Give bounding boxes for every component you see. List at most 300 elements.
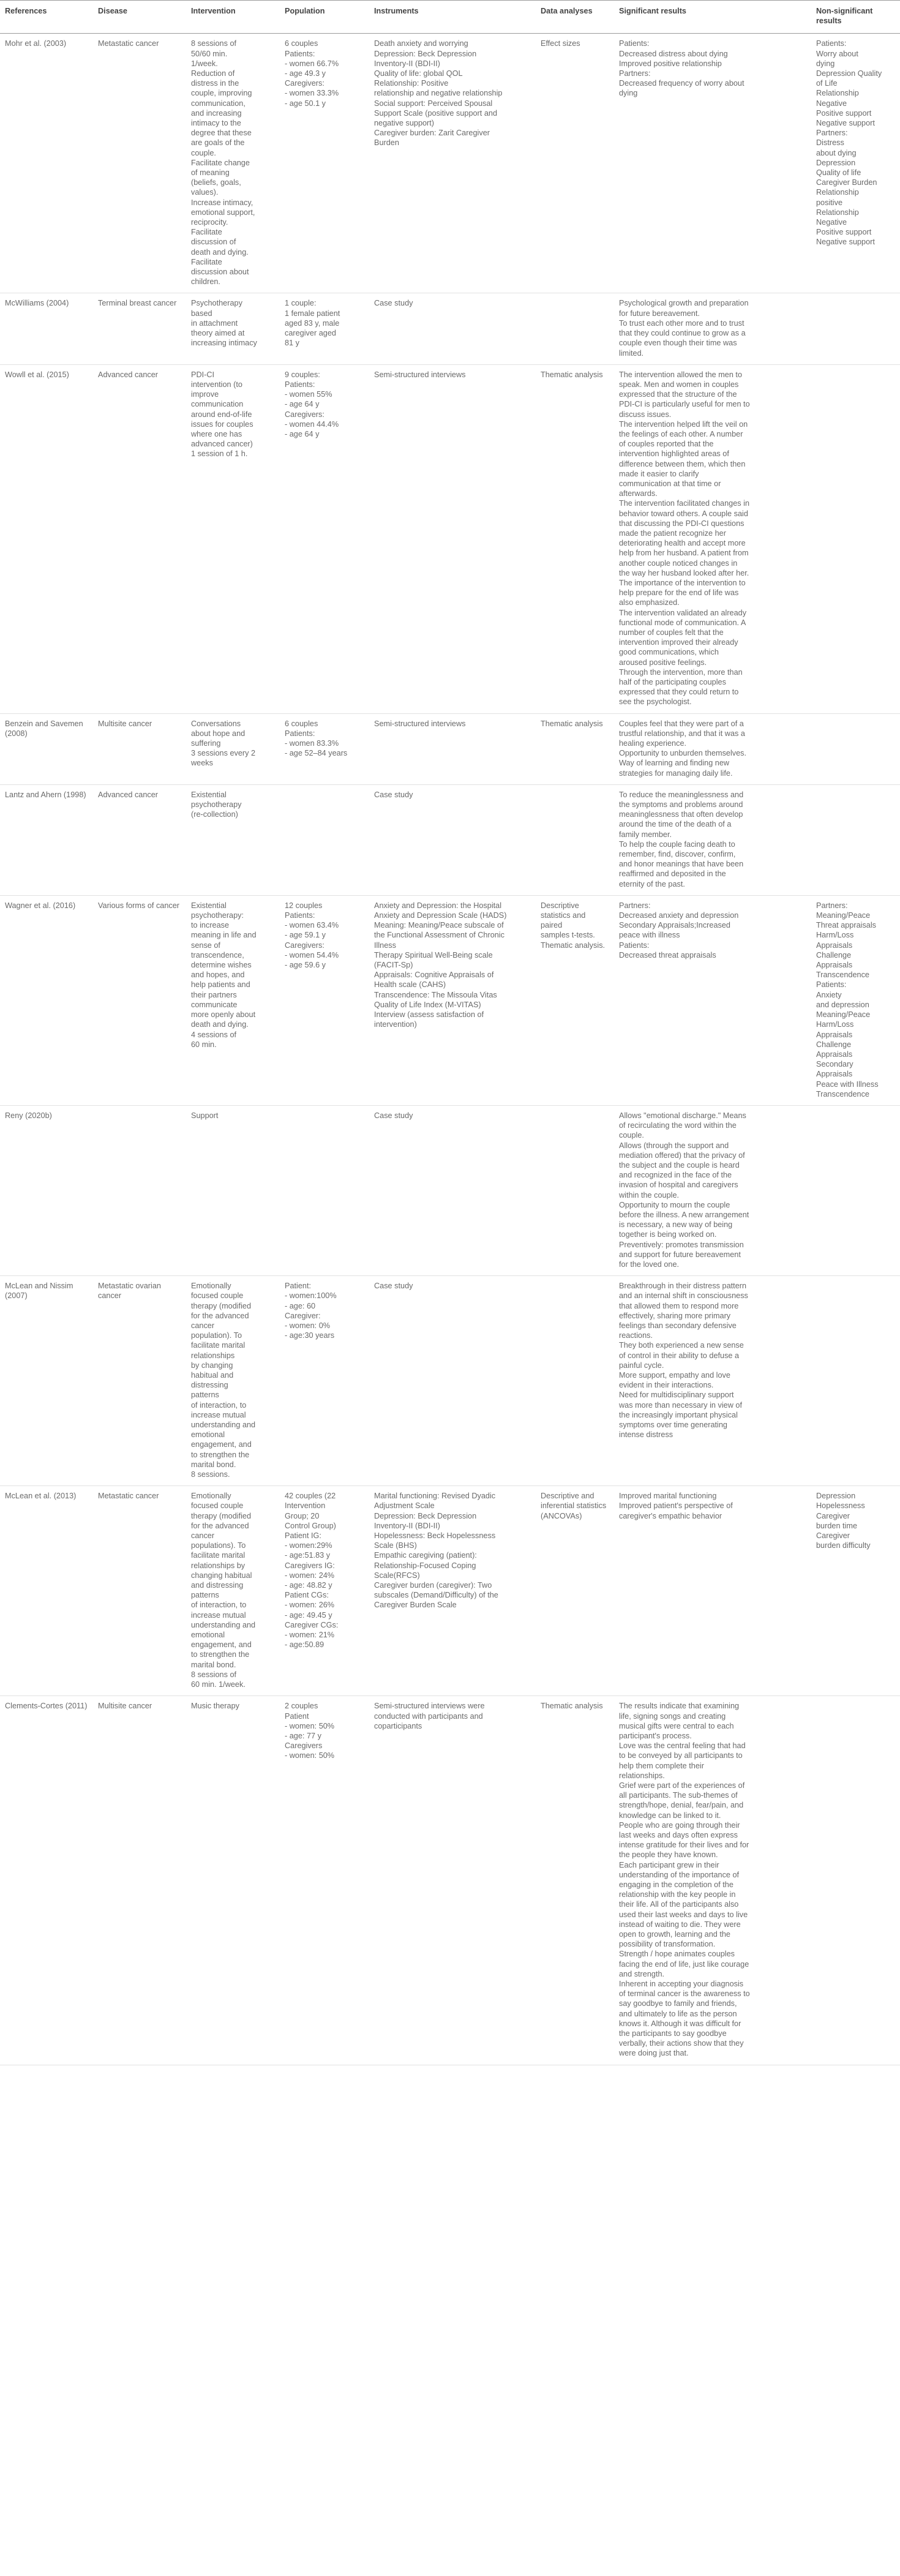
cell-line: therapy (modified [191,1301,252,1310]
cell-line: engagement, and [191,1640,252,1650]
cell-line: PDI-CI is particularly useful for men to [619,400,750,409]
cell-line: Grief were part of the experiences of [619,1781,745,1790]
cell-line: Relationship: Positive [374,79,449,88]
cell-line: to be conveyed by all participants to [619,1751,743,1760]
header-row [0,1,900,34]
cell-line: and increasing [191,108,242,118]
cell-line: Relationship [816,188,859,197]
cell-line: - women 55% [285,390,332,399]
header-intervention: Intervention [186,1,280,34]
cell-line: Adjustment Scale [374,1501,435,1511]
cell-line: samples t-tests. [541,931,595,940]
cell-line: expressed that the structure of the [619,390,737,399]
cell-line: Patient IG: [285,1531,321,1541]
cell-line: help from her husband. A patient from [619,549,749,558]
cell-line: intense gratitude for their lives and for [619,1841,749,1850]
cell-line: of interaction, to [191,1400,247,1410]
cell-line: Caregiver Burden Scale [374,1601,457,1610]
cell-intervention [186,34,280,293]
cell-line: understanding of the importance of [619,1870,740,1879]
cell-line: communication at that time or [619,479,721,488]
cell-line: Control Group) [285,1521,336,1530]
cell-line: verbally, their actions show that they [619,2039,744,2048]
cell-line: Existential [191,901,227,910]
cell-line: engaging in the completion of the [619,1880,733,1889]
cell-data-analyses [536,1105,614,1275]
cell-population [280,34,369,293]
cell-significant-results [614,1276,811,1486]
cell-line: Negative [816,218,847,227]
cell-line: peace with illness [619,931,680,940]
cell-disease: Multisite cancer [93,713,186,784]
cell-line: The results indicate that examining [619,1702,740,1711]
cell-line: Thematic analysis [541,719,603,728]
cell-line: the increasingly important physical [619,1410,738,1419]
cell-line: Case study [374,299,413,308]
table-row [0,895,900,1105]
cell-line: functional mode of communication. A [619,618,746,627]
cell-instruments [369,895,536,1105]
cell-line: discuss issues. [619,410,672,419]
cell-line: - age 52–84 years [285,749,348,758]
cell-line: Descriptive [541,901,579,910]
cell-line: Emotionally [191,1492,231,1501]
cell-non-significant-results [811,784,900,895]
cell-line: around the time of the death of a [619,820,732,829]
cell-line: burden time [816,1521,857,1530]
cell-line: transcendence, [191,950,244,959]
cell-line: psychotherapy: [191,911,244,920]
cell-line: 60 min. 1/week. [191,1680,246,1689]
cell-intervention [186,1105,280,1275]
cell-line: facilitate marital [191,1551,246,1560]
header-references: References [0,1,93,34]
cell-line: for the advanced [191,1311,249,1320]
cell-line: say goodbye to family and friends, [619,1999,737,2008]
cell-instruments [369,1276,536,1486]
cell-intervention [186,895,280,1105]
cell-line: communicate [191,1000,238,1009]
cell-line: Way of learning and finding new [619,759,730,768]
cell-line: distressing [191,1381,228,1390]
table-row [0,1276,900,1486]
cell-line: conducted with participants and [374,1711,483,1721]
cell-population [280,1486,369,1696]
cell-line: Decreased distress about dying [619,49,728,58]
cell-line: based [191,309,212,318]
cell-line: help prepare for the end of life was [619,588,739,598]
cell-line: Semi-structured interviews were [374,1702,485,1711]
cell-line: Inventory-II (BDI-II) [374,1521,440,1530]
cell-line: facing the end of life, just like courage [619,1959,749,1969]
cell-population [280,713,369,784]
cell-line: behavior toward others. A couple said [619,509,748,518]
cell-line: values). [191,188,219,197]
cell-line: Strength / hope animates couples [619,1950,735,1959]
cell-line: Case study [374,1111,413,1120]
cell-line: Threat appraisals [816,921,877,930]
cell-line: couple. [619,1131,644,1140]
cell-reference: Benzein and Savemen (2008) [0,713,93,784]
cell-line: reciprocity. [191,218,228,227]
cell-line: the Functional Assessment of Chronic [374,931,504,940]
cell-line: Partners: [816,901,848,910]
cell-line: increasing intimacy [191,339,257,348]
cell-line: healing experience. [619,739,687,748]
cell-line: children. [191,277,220,287]
cell-line: Patients: [816,39,847,48]
cell-line: Relationship-Focused Coping [374,1561,476,1570]
cell-disease: Multisite cancer [93,1696,186,2065]
cell-line: determine wishes [191,961,252,970]
cell-line: Meaning/Peace [816,911,871,920]
cell-line: negative support) [374,119,435,128]
cell-line: their partners [191,990,237,999]
cell-line: Scale (BHS) [374,1541,417,1550]
cell-line: Patients: [619,941,650,950]
cell-line: Hopelessness [816,1501,865,1511]
cell-line: emotional [191,1631,225,1640]
cell-line: Partners: [619,69,651,78]
cell-line: Death anxiety and worrying [374,39,468,48]
cell-line: burden difficulty [816,1541,871,1550]
cell-line: coparticipants [374,1721,422,1730]
cell-significant-results [614,713,811,784]
cell-data-analyses [536,34,614,293]
cell-line: Anxiety and Depression: the Hospital [374,901,502,910]
cell-data-analyses [536,293,614,364]
cell-line: made the patient recognize her [619,528,726,538]
cell-data-analyses [536,1696,614,2065]
cell-line: aroused positive feelings. [619,658,707,667]
cell-line: musical gifts were central to each [619,1721,734,1730]
cell-line: knowledge can be linked to it. [619,1811,721,1820]
cell-line: the participants to say goodbye [619,2029,727,2038]
cell-line: Conversations [191,719,241,728]
cell-line: for future bereavement. [619,309,700,318]
cell-line: Challenge [816,1040,852,1049]
cell-line: intense distress [619,1430,673,1440]
cell-line: Semi-structured interviews [374,719,466,728]
cell-line: Relationship [816,208,859,217]
cell-line: deteriorating health and accept more [619,539,746,548]
cell-line: feelings than secondary defensive [619,1321,737,1330]
cell-line: - women: 26% [285,1601,335,1610]
cell-reference: Reny (2020b) [0,1105,93,1275]
cell-reference: Wagner et al. (2016) [0,895,93,1105]
cell-line: 6 couples [285,39,318,48]
cell-line: Empathic caregiving (patient): [374,1551,477,1560]
cell-line: increase mutual [191,1410,246,1419]
cell-line: Facilitate change [191,158,250,167]
cell-line: Anxiety and Depression Scale (HADS) [374,911,507,920]
cell-line: communication, [191,99,246,108]
cell-line: open to growth, learning and the [619,1929,730,1939]
cell-line: To reduce the meaninglessness and [619,790,744,799]
cell-disease: Metastatic ovarian cancer [93,1276,186,1486]
cell-non-significant-results [811,1276,900,1486]
cell-line: Facilitate [191,257,222,266]
cell-line: Patients: [816,980,847,989]
cell-line: of control in their ability to defuse a [619,1351,740,1360]
cell-data-analyses [536,895,614,1105]
cell-line: number of couples felt that the [619,628,724,637]
header-non-significant-results: Non-significant results [811,1,900,34]
cell-line: - age 64 y [285,429,320,438]
cell-line: To trust each other more and to trust [619,318,744,328]
cell-line: Patients: [619,39,650,48]
cell-non-significant-results [811,293,900,364]
cell-intervention [186,713,280,784]
cell-disease: Advanced cancer [93,784,186,895]
cell-line: family member. [619,830,672,839]
cell-intervention [186,784,280,895]
cell-line: - women: 50% [285,1721,335,1730]
cell-line: aged 83 y, male [285,318,340,328]
cell-line: of couples reported that the [619,440,714,449]
cell-line: relationships. [619,1771,665,1780]
cell-line: Thematic analysis. [541,941,606,950]
cell-non-significant-results [811,1486,900,1696]
cell-line: Psychotherapy [191,299,242,308]
cell-line: reactions. [619,1331,653,1340]
cell-line: Depression Quality [816,69,882,78]
cell-line: Partners: [619,901,651,910]
cell-non-significant-results [811,364,900,713]
cell-line: They both experienced a new sense [619,1341,744,1350]
cell-line: Support Scale (positive support and [374,108,498,118]
cell-line: Appraisals [816,1070,853,1079]
cell-line: psychotherapy [191,800,242,809]
cell-line: Peace with Illness [816,1080,879,1089]
cell-line: 1 session of 1 h. [191,449,248,459]
cell-line: 4 sessions of [191,1030,237,1039]
cell-line: the symptoms and problems around [619,800,743,809]
cell-line: Facilitate [191,228,222,237]
cell-line: life, signing songs and creating [619,1711,726,1721]
cell-line: eternity of the past. [619,879,685,888]
cell-line: 1 female patient [285,309,340,318]
cell-line: couple. [191,148,216,157]
cell-line: 42 couples (22 [285,1492,336,1501]
cell-line: strength/hope, denial, fear/pain, and [619,1801,744,1810]
cell-line: intervention highlighted areas of [619,449,729,459]
cell-line: and honor meanings that have been [619,860,744,869]
cell-line: discussion of [191,238,236,247]
cell-line: intervention) [374,1020,417,1029]
cell-line: that they could continue to grow as a [619,329,746,338]
cell-line: 1/week. [191,59,218,68]
cell-line: together is being worked on. [619,1230,717,1239]
cell-disease: Advanced cancer [93,364,186,713]
header-instruments: Instruments [369,1,536,34]
cell-line: - age 59.6 y [285,961,326,970]
cell-line: 8 sessions of [191,1670,237,1679]
table-row [0,364,900,713]
cell-line: Improved patient's perspective of [619,1501,733,1511]
cell-line: 9 couples: [285,370,320,379]
cell-line: Appraisals: Cognitive Appraisals of [374,971,494,980]
cell-line: - age 64 y [285,400,320,409]
table-body [0,34,900,2065]
cell-line: Appraisals [816,941,853,950]
cell-line: effectively, sharing more primary [619,1311,731,1320]
header-population: Population [280,1,369,34]
cell-line: relationship with the key people in [619,1890,736,1899]
cell-line: Improved positive relationship [619,59,722,68]
cell-line: Intervention [285,1501,326,1511]
cell-line: Negative support [816,238,875,247]
cell-data-analyses [536,784,614,895]
cell-line: about dying [816,148,857,157]
cell-reference: Lantz and Ahern (1998) [0,784,93,895]
cell-line: made it easier to clarify [619,469,699,478]
cell-line: - age:51.83 y [285,1551,331,1560]
cell-line: more openly about [191,1010,256,1020]
cell-line: Anxiety [816,990,842,999]
table-row [0,34,900,293]
cell-line: Music therapy [191,1702,239,1711]
table-row [0,293,900,364]
cell-instruments [369,1486,536,1696]
cell-line: Patient: [285,1282,312,1291]
cell-line: of interaction, to [191,1601,247,1610]
cell-line: Allows "emotional discharge." Means [619,1111,746,1120]
cell-line: Decreased threat appraisals [619,950,716,959]
cell-line: population). To [191,1331,242,1340]
cell-line: increase mutual [191,1610,246,1620]
cell-instruments [369,784,536,895]
cell-significant-results [614,784,811,895]
cell-intervention [186,364,280,713]
cell-line: engagement, and [191,1440,252,1449]
cell-line: Quality of Life Index (M-VITAS) [374,1000,481,1009]
cell-line: difference between them, which then [619,459,746,468]
cell-line: PDI-CI [191,370,215,379]
cell-line: The intervention facilitated changes in [619,499,749,508]
cell-line: Illness [374,941,396,950]
cell-reference: McLean and Nissim (2007) [0,1276,93,1486]
cell-line: 81 y [285,339,299,348]
cell-line: - women 83.3% [285,739,339,748]
cell-line: patterns [191,1391,219,1400]
cell-line: Meaning/Peace [816,1010,871,1020]
cell-line: Quality of life [816,168,861,178]
cell-line: to increase [191,921,230,930]
cell-significant-results [614,34,811,293]
cell-line: Semi-structured interviews [374,370,466,379]
cell-line: Caregiver Burden [816,178,877,187]
cell-line: Negative [816,99,847,108]
cell-line: Challenge [816,950,852,959]
cell-line: 60 min. [191,1040,217,1049]
cell-line: understanding and [191,1421,256,1430]
cell-line: was more than necessary in view of [619,1400,742,1410]
cell-intervention [186,293,280,364]
cell-line: - age:30 years [285,1331,335,1340]
header-significant-results: Significant results [614,1,811,34]
cell-line: discussion about [191,268,249,277]
cell-line: The importance of the intervention to [619,578,746,587]
cell-reference: Clements-Cortes (2011) [0,1696,93,2065]
cell-line: understanding and [191,1620,256,1629]
cell-line: Health scale (CAHS) [374,980,446,989]
cell-line: the people they have known. [619,1850,718,1860]
cell-line: - age: 77 y [285,1731,321,1740]
table-row [0,713,900,784]
cell-line: Caregiver burden: Zarit Caregiver [374,129,490,138]
cell-line: 6 couples [285,719,318,728]
cell-line: Improved marital functioning [619,1492,717,1501]
cell-line: Depression [816,158,856,167]
cell-line: The intervention helped lift the veil on [619,419,748,429]
cell-instruments [369,364,536,713]
cell-line: paired [541,921,563,930]
cell-line: the feelings of each other. A number [619,429,743,438]
cell-line: and recognized in the face of the [619,1171,732,1180]
cell-line: Group; 20 [285,1511,320,1520]
cell-disease: Terminal breast cancer [93,293,186,364]
cell-instruments [369,34,536,293]
cell-line: - women:100% [285,1291,337,1301]
cell-line: Distress [816,138,844,148]
cell-significant-results [614,895,811,1105]
cell-line: within the couple. [619,1190,680,1200]
cell-line: Appraisals [816,961,853,970]
cell-population [280,784,369,895]
cell-population [280,895,369,1105]
cell-line: facilitate marital [191,1341,246,1350]
cell-line: patterns [191,1591,219,1600]
header-data-analyses: Data analyses [536,1,614,34]
cell-line: positive [816,198,843,207]
cell-line: Couples feel that they were part of a [619,719,744,728]
cell-line: Caregiver burden (caregiver): Two [374,1581,492,1590]
cell-line: painful cycle. [619,1361,664,1370]
cell-line: Inherent in accepting your diagnosis [619,1979,744,1988]
cell-line: - age: 48.82 y [285,1581,332,1590]
cell-line: around end-of-life [191,410,252,419]
cell-line: sense of [191,941,220,950]
cell-line: Thematic analysis [541,370,603,379]
cell-reference: Mohr et al. (2003) [0,34,93,293]
cell-line: are goals of the [191,138,245,148]
cell-line: the subject and the couple is heard [619,1160,740,1170]
cell-line: emotional [191,1430,225,1440]
cell-line: Secondary [816,1060,853,1069]
cell-non-significant-results [811,34,900,293]
cell-line: Secondary Appraisals;Increased [619,921,730,930]
cell-line: and an internal shift in consciousness [619,1291,748,1301]
cell-line: - age 49.3 y [285,69,326,78]
cell-line: Transcendence [816,971,869,980]
cell-line: Appraisals [816,1030,853,1039]
cell-line: (FACIT-Sp) [374,961,413,970]
cell-intervention [186,1276,280,1486]
cell-instruments [369,713,536,784]
cell-reference: Wowll et al. (2015) [0,364,93,713]
cell-line: To help the couple facing death to [619,839,735,849]
cell-line: focused couple [191,1291,244,1301]
cell-line: therapy (modified [191,1511,252,1520]
cell-line: Patients: [285,49,315,58]
cell-line: were doing just that. [619,2049,689,2058]
cell-line: Reduction of [191,69,235,78]
cell-line: 12 couples [285,901,323,910]
cell-line: Each participant grew in their [619,1860,719,1869]
cell-line: degree that these [191,129,252,138]
cell-line: inferential statistics [541,1501,607,1511]
